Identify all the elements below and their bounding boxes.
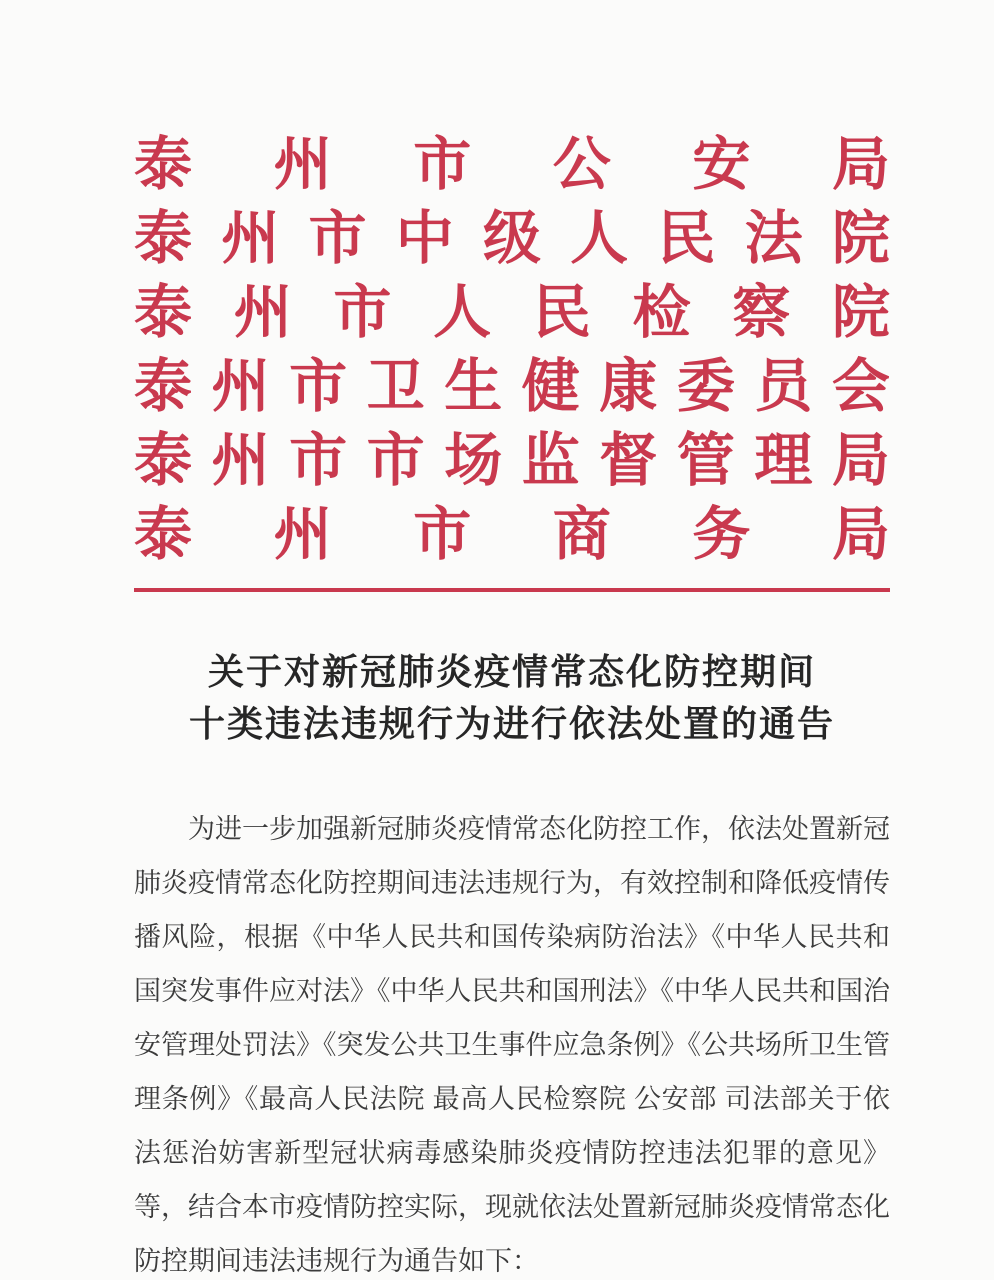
document-title-line-2: 十类违法违规行为进行依法处置的通告 [188,703,835,744]
document-content-column [134,0,890,1280]
document-title-line-1: 关于对新冠肺炎疫情常态化防控期间 [207,651,816,692]
document-title [134,646,890,750]
agency-name-intermediate-peoples-court: 泰 州 市 中 级 人 民 法 院 [134,206,890,271]
document-body [134,802,890,1280]
red-letterhead [134,0,890,572]
body-paragraph: 为进一步加强新冠肺炎疫情常态化防控工作，依法处置新冠肺炎疫情常态化防控期间违法违规行为，有效控制和降低疫情传播风险，根据《中华人民共和国传染病防治法》《中华人民共和国突发事件应对法》《中华人民共和国刑法》《中华人民共和国治安管理处罚法》《突发公共卫生事件应急条例》《公共场所卫生管理条例》《最高人民法院 最高人民检察院 公安部 司法部关于依法惩治妨害新型冠状病毒感染肺炎疫情防控违法犯罪的意见》等，结合本市疫情防控实际，现就依法处置新冠肺炎疫情常态化防控期间违法违规行为通告如下： [134,814,890,1276]
agency-name-peoples-procuratorate: 泰 州 市 人 民 检 察 院 [134,280,890,345]
agency-name-public-security-bureau: 泰 州 市 公 安 局 [134,132,890,197]
agency-name-market-supervision-administration: 泰 州 市 市 场 监 督 管 理 局 [134,428,890,493]
agency-name-health-commission: 泰 州 市 卫 生 健 康 委 员 会 [134,354,890,419]
red-divider-rule [134,588,890,592]
agency-name-commerce-bureau: 泰 州 市 商 务 局 [134,502,890,567]
